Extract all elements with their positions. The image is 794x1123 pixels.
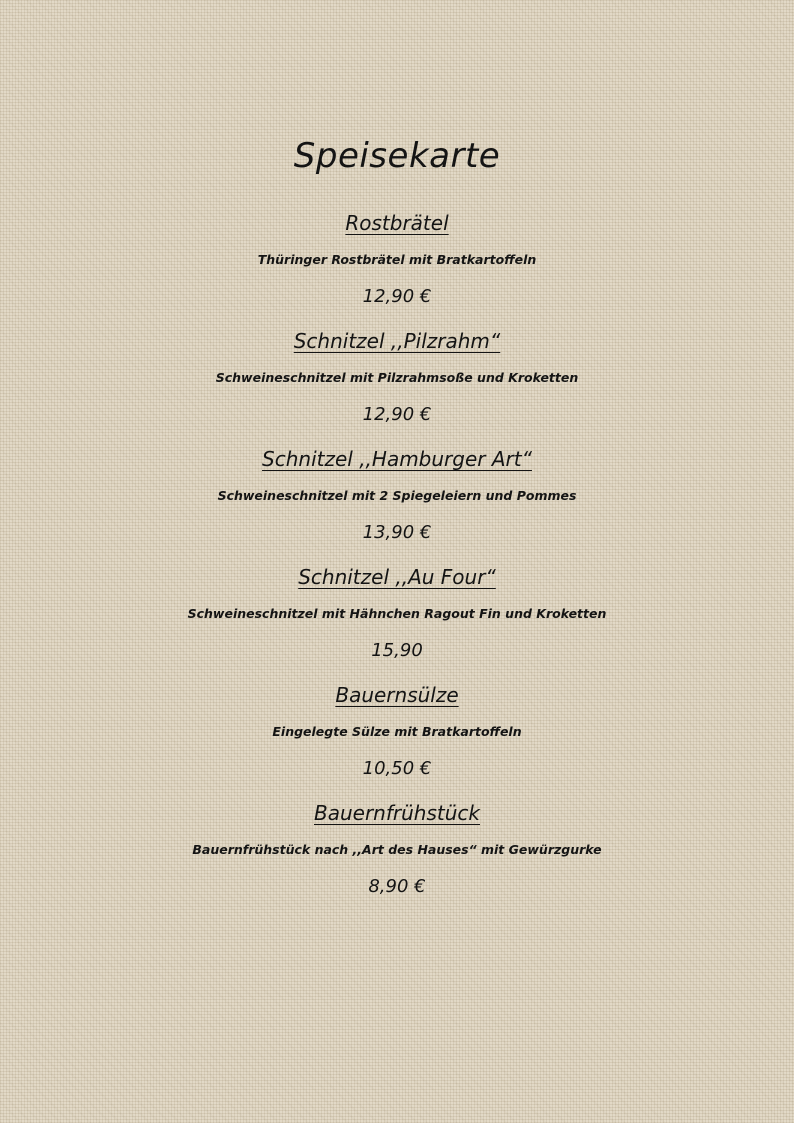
menu-item-description: Schweineschnitzel mit 2 Spiegeleiern und Pommes xyxy=(217,488,577,503)
menu-item-name: Bauernfrühstück xyxy=(314,801,480,825)
menu-item-price: 13,90 € xyxy=(362,522,432,543)
menu-item-name: Schnitzel ,,Pilzrahm“ xyxy=(293,329,501,353)
menu-item xyxy=(0,446,794,544)
menu-item-price: 8,90 € xyxy=(368,876,426,897)
menu-item-description: Schweineschnitzel mit Pilzrahmsoße und Kroketten xyxy=(215,370,579,385)
menu-item-description: Schweineschnitzel mit Hähnchen Ragout Fin und Kroketten xyxy=(187,606,607,621)
menu-item-name: Bauernsülze xyxy=(335,683,459,707)
menu-item xyxy=(0,800,794,898)
menu-item-price: 10,50 € xyxy=(362,758,432,779)
menu-item-name: Rostbrätel xyxy=(345,211,449,235)
menu-item-name: Schnitzel ,,Hamburger Art“ xyxy=(262,447,532,471)
menu-item-description: Thüringer Rostbrätel mit Bratkartoffeln xyxy=(257,252,537,267)
menu-item-price: 12,90 € xyxy=(362,286,432,307)
menu-title: Speisekarte xyxy=(293,136,501,176)
menu-item-price: 12,90 € xyxy=(362,404,432,425)
menu-item xyxy=(0,564,794,662)
menu-item xyxy=(0,328,794,426)
menu-item-price: 15,90 xyxy=(371,640,423,661)
menu-item-description: Eingelegte Sülze mit Bratkartoffeln xyxy=(272,724,522,739)
menu-card xyxy=(0,126,794,918)
menu-item-name: Schnitzel ,,Au Four“ xyxy=(298,565,496,589)
menu-item-description: Bauernfrühstück nach ,,Art des Hauses“ mit Gewürzgurke xyxy=(192,842,602,857)
menu-item xyxy=(0,682,794,780)
menu-item xyxy=(0,210,794,308)
